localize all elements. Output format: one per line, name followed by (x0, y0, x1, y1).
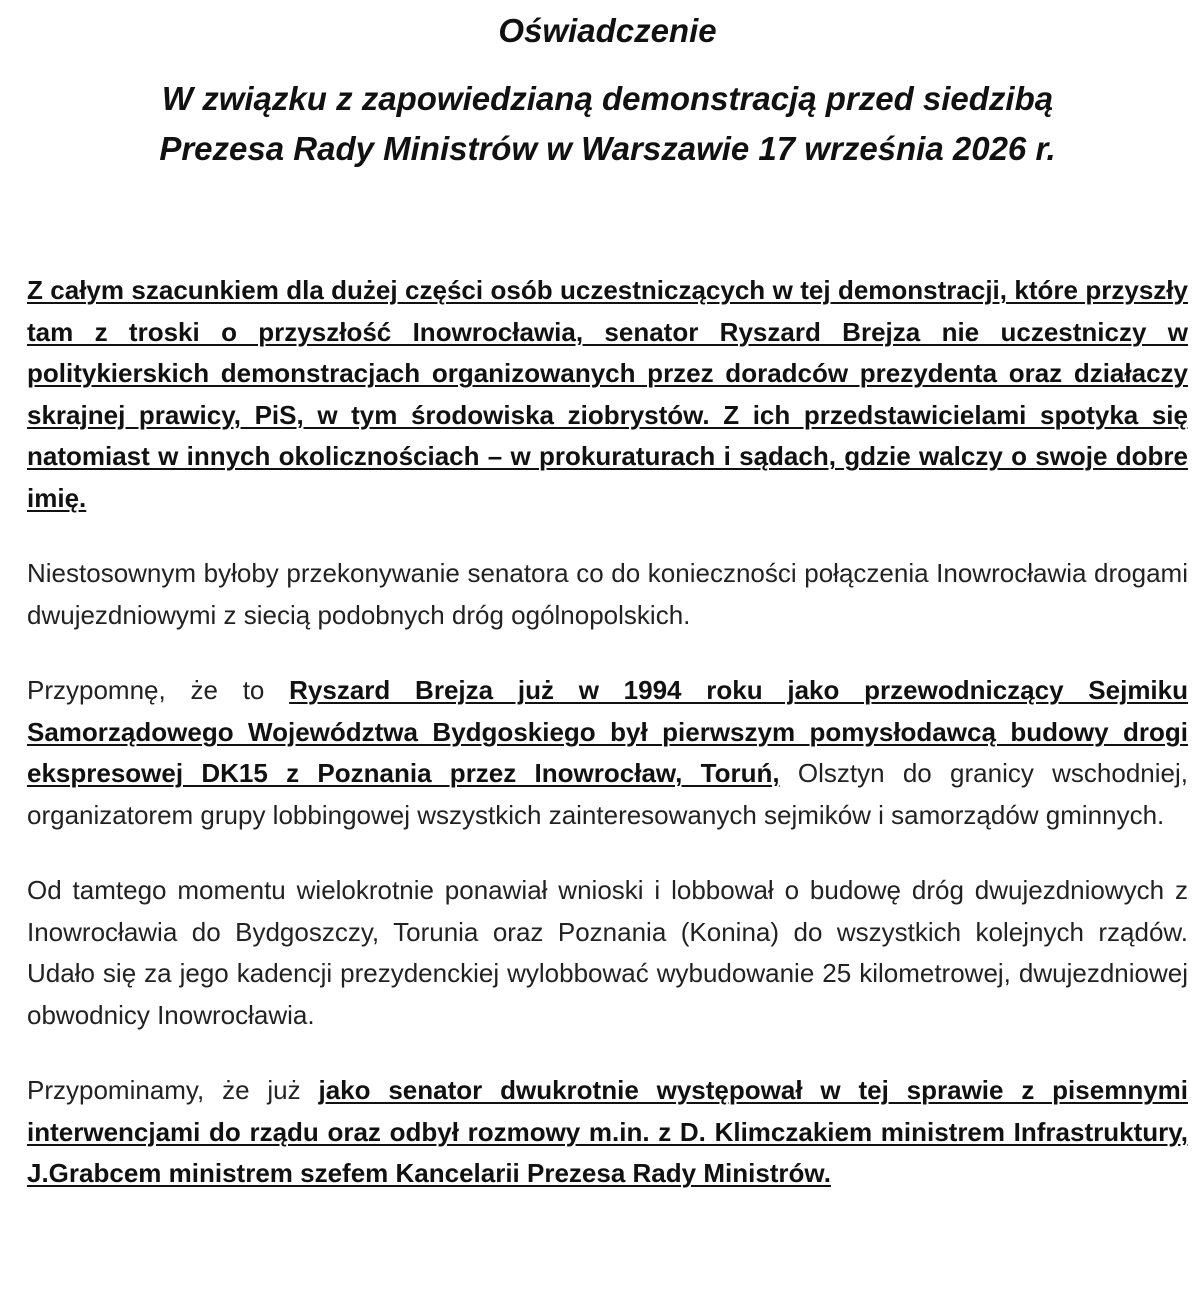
paragraph-senator-interventions (27, 1070, 1188, 1195)
paragraph-4-text: Od tamtego momentu wielokrotnie ponawiał wnioski i lobbował o budowę dróg dwujezdniowych z Inowrocławia do Bydgoszczy, Torunia oraz Poznania (Konina) do wszystkich kolejnych rządów. Udało się za jego kadencji prezydenckiej wylobbować wybudowanie 25 kilometrowej, dwujezdniowej obwodnicy Inowrocławia. (27, 875, 1188, 1030)
document-title: Oświadczenie (498, 12, 717, 49)
paragraph-3-lead: Przypomnę, że to (27, 675, 290, 705)
paragraph-lobbying (27, 870, 1188, 1036)
document-subtitle (27, 74, 1188, 174)
paragraph-3-emphasis: Ryszard Brejza już w 1994 roku jako przewodniczący Sejmiku Samorządowego Województwa Bydgoskiego był pierwszym pomysłodawcą budowy drogi ekspresowej DK15 z Poznania przez Inowrocław, Toruń, (27, 675, 1189, 788)
document-page (27, 0, 1188, 1195)
paragraph-1-emphasis: Z całym szacunkiem dla dużej części osób uczestniczących w tej demonstracji, które przyszły tam z troski o przyszłość Inowrocławia, senator Ryszard Brejza nie uczestniczy w politykierskich demonstracjach organizowanych przez doradców prezydenta oraz działaczy skrajnej prawicy, PiS, w tym środowiska ziobrystów. Z ich przedstawicielami spotyka się natomiast w innych okolicznościach – w prokuraturach i sądach, gdzie walczy o swoje dobre imię. (27, 275, 1188, 513)
paragraph-statement (27, 270, 1188, 519)
paragraph-2-text: Niestosownym byłoby przekonywanie senatora co do konieczności połączenia Inowrocławia drogami dwujezdniowymi z siecią podobnych dróg ogólnopolskich. (27, 558, 1188, 630)
paragraph-road-connection (27, 553, 1188, 636)
paragraph-3-tail: Olsztyn do granicy wschodniej, organizatorem grupy lobbingowej wszystkich zainteresowanych sejmików i samorządów gminnych. (27, 758, 1188, 830)
paragraph-5-lead: Przypominamy, że już (27, 1075, 319, 1105)
subtitle-line-2: Prezesa Rady Ministrów w Warszawie 17 września 2026 r. (159, 130, 1056, 167)
paragraph-5-emphasis: jako senator dwukrotnie występował w tej sprawie z pisemnymi interwencjami do rządu oraz odbył rozmowy m.in. z D. Klimczakiem ministrem Infrastruktury, J.Grabcem ministrem szefem Kancelarii Prezesa Rady Ministrów. (27, 1075, 1189, 1188)
subtitle-line-1: W związku z zapowiedzianą demonstracją przed siedzibą (161, 80, 1054, 117)
paragraph-history-1994 (27, 670, 1188, 836)
